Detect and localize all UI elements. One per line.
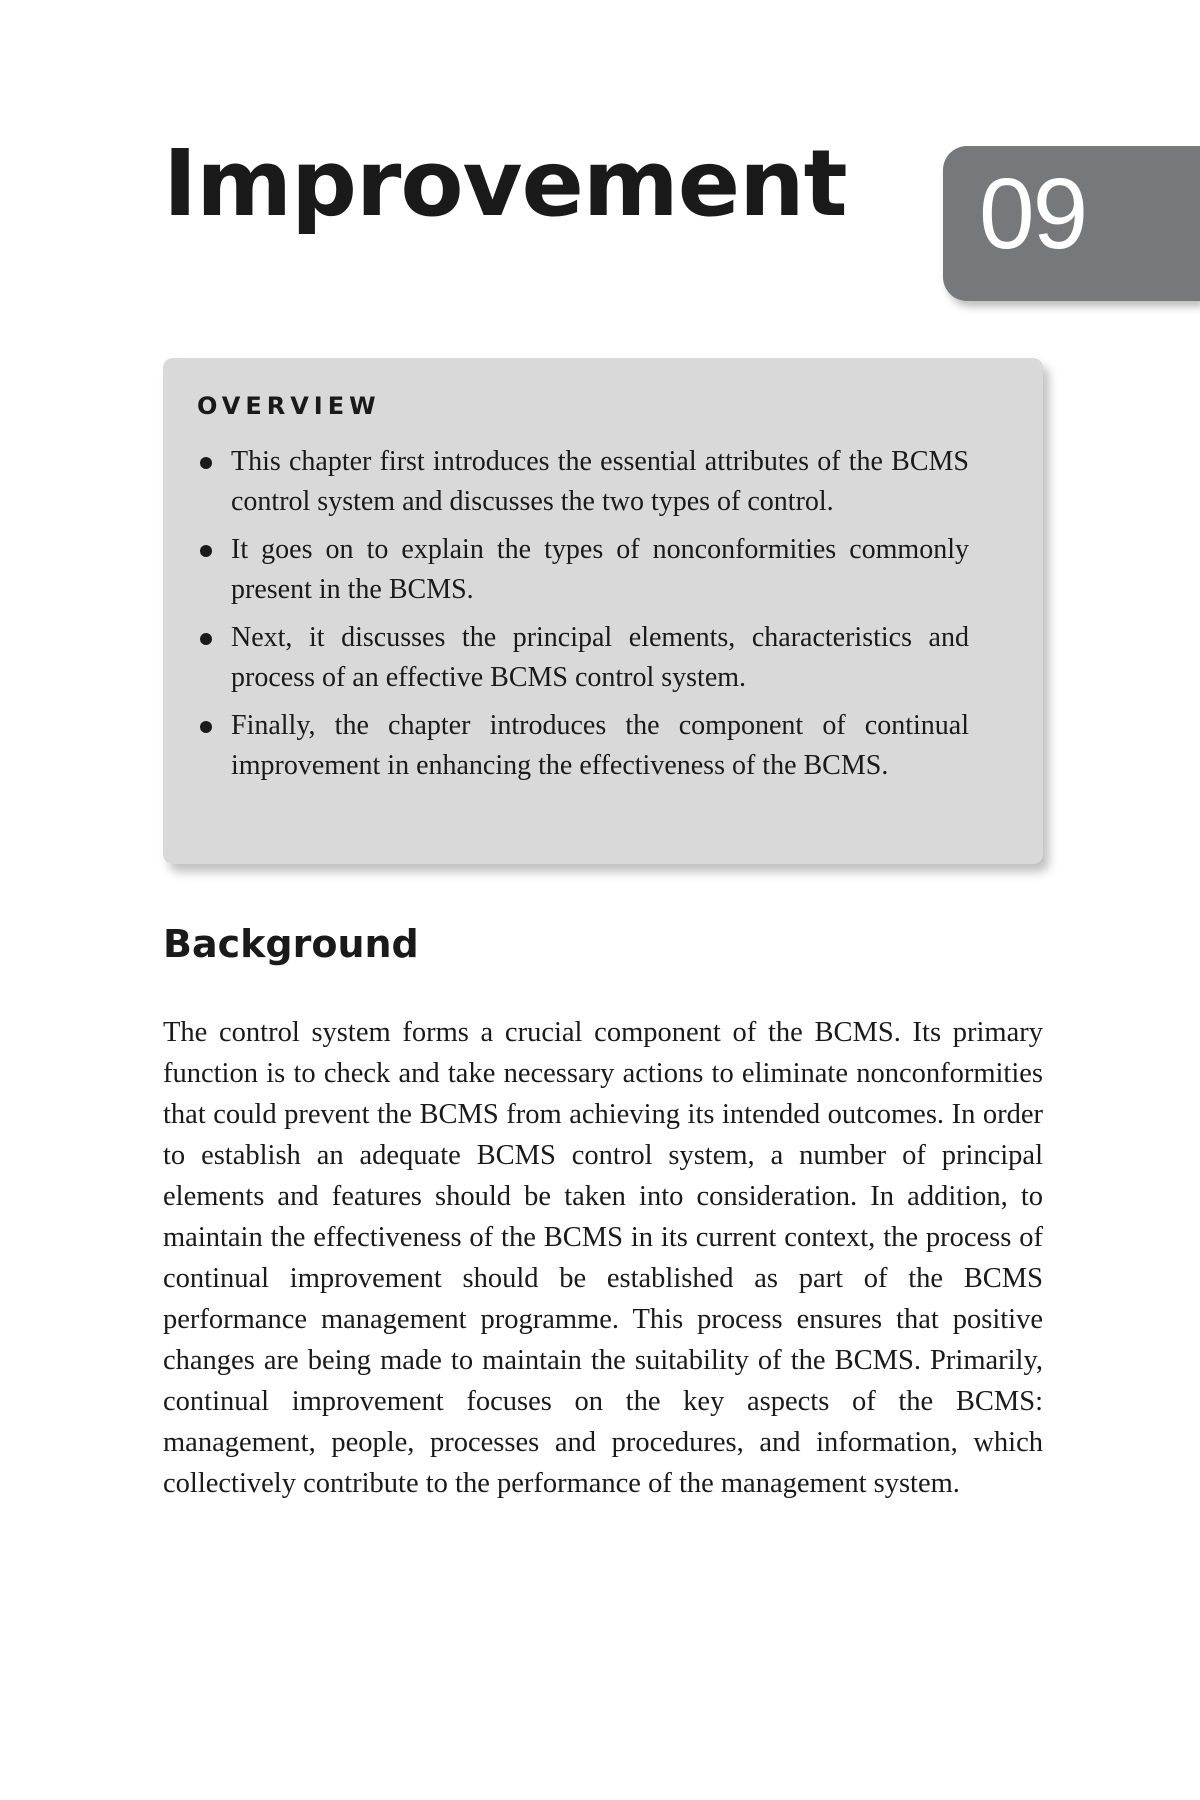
overview-item-text: It goes on to explain the types of nonconformities commonly present in the BCMS. (231, 534, 969, 605)
body-paragraph: The control system forms a crucial component of the BCMS. Its primary function is to check and take necessary actions to eliminate nonconformities that could prevent the BCMS from achieving its intended outcomes. In order to establish an adequate BCMS control system, a number of principal elements and features should be taken into consideration. In addition, to maintain the effectiveness of the BCMS in its current context, the process of continual improvement should be established as part of the BCMS performance management programme. This process ensures that positive changes are being made to maintain the suitability of the BCMS. Primarily, continual improvement focuses on the key aspects of the BCMS: management, people, processes and procedures, and information, which collectively contribute to the performance of the management system. (163, 1017, 1043, 1499)
overview-item (197, 530, 969, 610)
overview-box (163, 358, 1043, 864)
overview-item-text: Finally, the chapter introduces the component of continual improvement in enhancing the effectiveness of the BCMS. (231, 710, 969, 781)
bullet-icon (200, 721, 212, 733)
bullet-icon (200, 457, 212, 469)
chapter-number: 09 (979, 158, 1087, 270)
bullet-icon (200, 545, 212, 557)
bullet-icon (200, 633, 212, 645)
chapter-title: Improvement (163, 130, 847, 237)
overview-item-text: This chapter first introduces the essential attributes of the BCMS control system and discusses the two types of control. (231, 446, 969, 517)
section-heading: Background (163, 922, 419, 966)
chapter-number-tab (943, 146, 1200, 301)
overview-list (197, 442, 969, 786)
overview-item-text: Next, it discusses the principal elements, characteristics and process of an effective BCMS control system. (231, 622, 969, 693)
overview-item (197, 706, 969, 786)
overview-item (197, 442, 969, 522)
overview-item (197, 618, 969, 698)
overview-heading: OVERVIEW (197, 392, 381, 420)
